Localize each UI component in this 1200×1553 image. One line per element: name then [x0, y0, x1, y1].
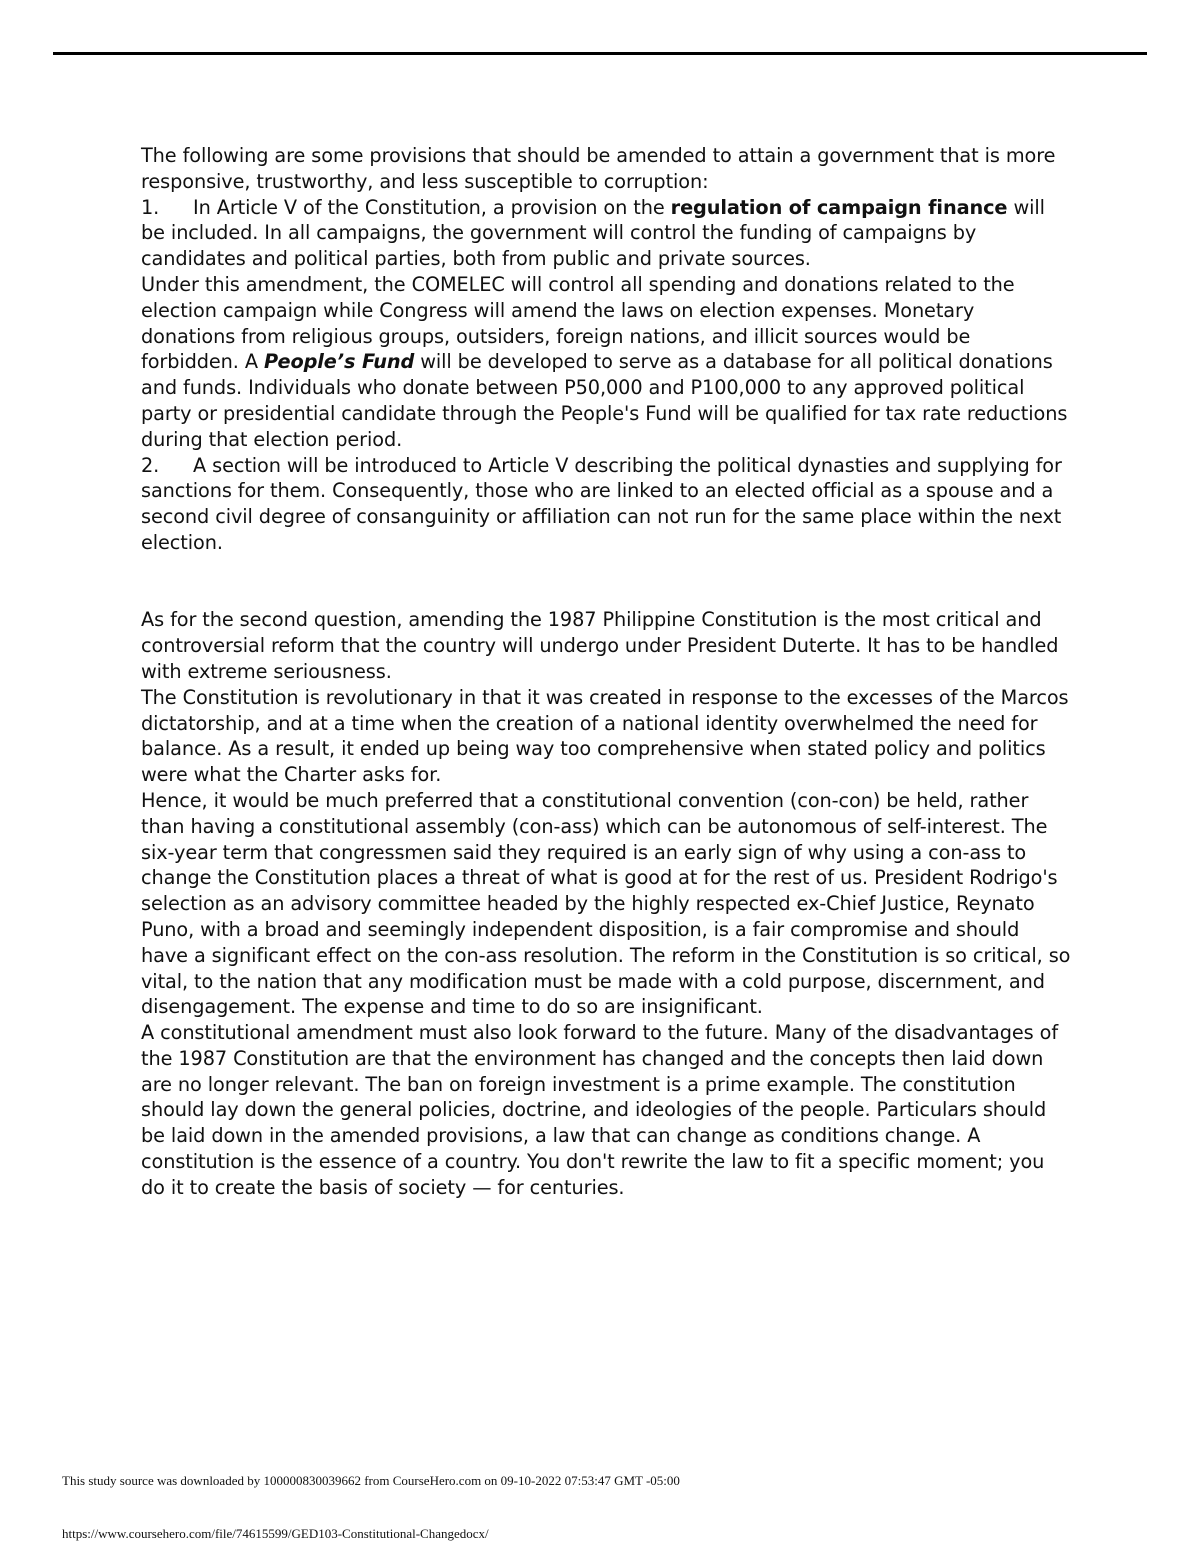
campaign-finance-term: regulation of campaign finance: [670, 195, 1008, 219]
item1-text-before: In Article V of the Constitution, a provision on the: [193, 195, 671, 219]
paragraph-second-question: As for the second question, amending the 1987 Philippine Constitution is the most critical and controversial reform that the country will undergo under President Duterte. It has to be handled with extreme seriousness.: [141, 608, 1059, 683]
spacer: [141, 556, 1071, 608]
document-body: [141, 143, 1071, 1201]
list-number-1: 1.: [141, 195, 160, 219]
top-rule: [53, 52, 1147, 55]
list-item-2: [141, 453, 1071, 556]
paragraph-con-con: Hence, it would be much preferred that a constitutional convention (con-con) be held, rather than having a constitutional assembly (con-ass) which can be autonomous of self-interest. The six-year term that congressmen said they required is an early sign of why using a con-ass to change the Constitution places a threat of what is good at for the rest of us. President Rodrigo's selection as an advisory committee headed by the highly respected ex-Chief Justice, Reynato Puno, with a broad and seemingly independent disposition, is a fair compromise and should have a significant effect on the con-ass resolution. The reform in the Constitution is so critical, so vital, to the nation that any modification must be made with a cold purpose, discernment, and disengagement. The expense and time to do so are insignificant.: [141, 788, 1071, 1019]
source-url[interactable]: https://www.coursehero.com/file/74615599/GED103-Constitutional-Changedocx/: [62, 1526, 489, 1541]
item1-text-after: will be included. In all campaigns, the government will control the funding of campaigns by candidates and political parties, both from public and private sources.: [141, 195, 1045, 271]
item1-continuation: [141, 272, 1071, 453]
peoples-fund-term: People’s Fund: [263, 350, 415, 374]
paragraph-revolutionary: The Constitution is revolutionary in that it was created in response to the excesses of the Marcos dictatorship, and at a time when the creation of a national identity overwhelmed the need for balance. As a result, it ended up being way too comprehensive when stated policy and politics were what the Charter asks for.: [141, 685, 1069, 787]
list-item-1: [141, 195, 1071, 272]
item2-text: A section will be introduced to Article V describing the political dynasties and supplying for sanctions for them. Consequently, those who are linked to an elected official as a spouse and a second civil degree of consanguinity or affiliation can not run for the same place within the next election.: [141, 453, 1062, 554]
paragraph-future: A constitutional amendment must also look forward to the future. Many of the disadvantages of the 1987 Constitution are that the environment has changed and the concepts then laid down are no longer relevant. The ban on foreign investment is a prime example. The constitution should lay down the general policies, doctrine, and ideologies of the people. Particulars should be laid down in the amended provisions, a law that can change as conditions change. A constitution is the essence of a country. You don't rewrite the law to fit a specific moment; you do it to create the basis of society — for centuries.: [141, 1021, 1059, 1199]
item1-cont-after: will be developed to serve as a database for all political donations and funds. Individuals who donate between P50,000 and P100,000 to any approved political party or presidential candidate through the People's Fund will be qualified for tax rate reductions during that election period.: [141, 350, 1068, 451]
download-note: This study source was downloaded by 100000830039662 from CourseHero.com on 09-10-2022 07:53:47 GMT -05:00: [62, 1473, 680, 1488]
list-number-2: 2.: [141, 453, 160, 477]
intro-paragraph: The following are some provisions that should be amended to attain a government that is more responsive, trustworthy, and less susceptible to corruption:: [141, 144, 1056, 193]
item1-cont-before: Under this amendment, the COMELEC will control all spending and donations related to the election campaign while Congress will amend the laws on election expenses. Monetary donations from religious groups, outsiders, foreign nations, and illicit sources would be forbidden. A: [141, 272, 1015, 374]
